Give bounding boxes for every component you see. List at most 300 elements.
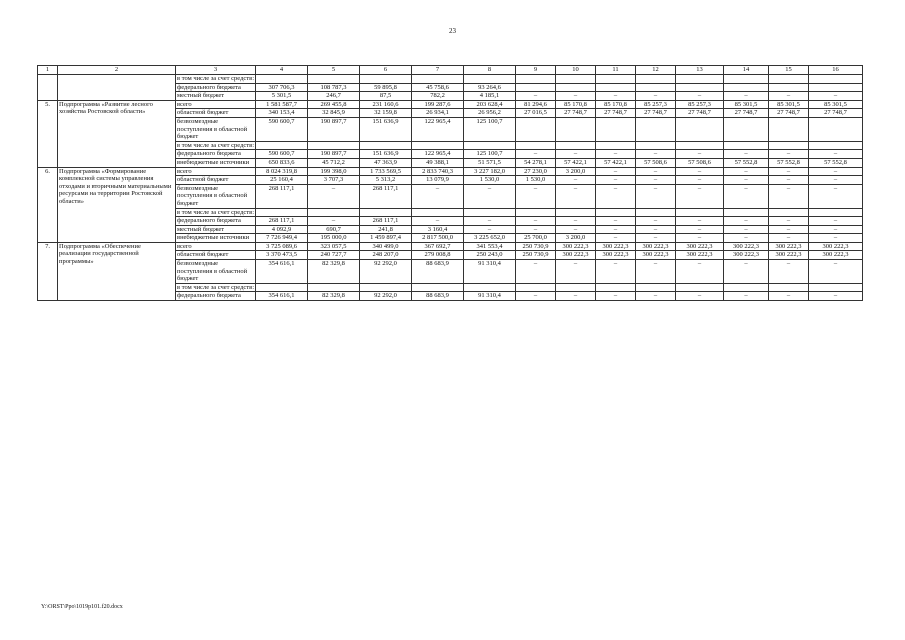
table-row xyxy=(38,167,863,176)
value-cell xyxy=(596,83,636,92)
value-cell: 25 700,0 xyxy=(516,234,556,243)
funding-source-label: безвозмездные поступления в областной бюджет xyxy=(176,184,256,208)
value-cell xyxy=(556,283,596,292)
value-cell: 27 748,7 xyxy=(676,109,724,118)
value-cell: – xyxy=(724,176,769,185)
value-cell xyxy=(516,141,556,150)
value-cell: 82 329,8 xyxy=(308,292,360,301)
value-cell: 85 301,5 xyxy=(809,100,863,109)
value-cell xyxy=(556,117,596,141)
value-cell xyxy=(360,208,412,217)
value-cell: – xyxy=(464,217,516,226)
value-cell: – xyxy=(769,92,809,101)
subprogram-title xyxy=(58,75,176,101)
value-cell: 27 748,7 xyxy=(636,109,676,118)
value-cell: – xyxy=(556,260,596,284)
value-cell: – xyxy=(516,184,556,208)
value-cell: 5 301,5 xyxy=(256,92,308,101)
value-cell: 248 207,0 xyxy=(360,251,412,260)
value-cell xyxy=(464,75,516,84)
value-cell: 300 222,3 xyxy=(809,242,863,251)
value-cell: 82 329,8 xyxy=(308,260,360,284)
value-cell xyxy=(516,75,556,84)
value-cell xyxy=(464,141,516,150)
footer-file-path: Y:\ORST\Ppo\1019p101.f20.docx xyxy=(41,604,123,610)
header-cell: 13 xyxy=(676,66,724,75)
value-cell: 88 683,9 xyxy=(412,260,464,284)
header-cell: 11 xyxy=(596,66,636,75)
header-cell: 8 xyxy=(464,66,516,75)
value-cell: 125 100,7 xyxy=(464,117,516,141)
value-cell xyxy=(360,75,412,84)
value-cell xyxy=(412,141,464,150)
value-cell: – xyxy=(636,292,676,301)
value-cell: – xyxy=(809,184,863,208)
value-cell: 250 730,9 xyxy=(516,242,556,251)
value-cell: – xyxy=(809,167,863,176)
funding-source-label: федерального бюджета xyxy=(176,150,256,159)
value-cell: – xyxy=(724,225,769,234)
value-cell: 1 733 569,5 xyxy=(360,167,412,176)
funding-source-label: областной бюджет xyxy=(176,251,256,260)
funding-source-label: всего xyxy=(176,242,256,251)
value-cell: – xyxy=(724,260,769,284)
value-cell: 367 692,7 xyxy=(412,242,464,251)
value-cell: 2 833 740,3 xyxy=(412,167,464,176)
value-cell: 3 725 089,6 xyxy=(256,242,308,251)
value-cell: – xyxy=(769,167,809,176)
value-cell xyxy=(724,75,769,84)
value-cell: 87,5 xyxy=(360,92,412,101)
value-cell: – xyxy=(809,292,863,301)
value-cell: 3 200,0 xyxy=(556,234,596,243)
value-cell: – xyxy=(809,92,863,101)
value-cell: 269 455,8 xyxy=(308,100,360,109)
value-cell xyxy=(724,83,769,92)
value-cell xyxy=(676,208,724,217)
value-cell: 27 748,7 xyxy=(769,109,809,118)
value-cell: – xyxy=(636,184,676,208)
value-cell xyxy=(636,208,676,217)
header-cell: 16 xyxy=(809,66,863,75)
value-cell: – xyxy=(809,234,863,243)
value-cell: – xyxy=(769,292,809,301)
value-cell xyxy=(676,117,724,141)
value-cell: – xyxy=(556,225,596,234)
funding-source-label: внебюджетные источники xyxy=(176,158,256,167)
value-cell: 32 845,9 xyxy=(308,109,360,118)
funding-source-label: безвозмездные поступления в областной бюджет xyxy=(176,117,256,141)
value-cell: 250 730,9 xyxy=(516,251,556,260)
value-cell: – xyxy=(676,176,724,185)
value-cell: – xyxy=(809,217,863,226)
value-cell: 590 600,7 xyxy=(256,150,308,159)
value-cell: 195 000,0 xyxy=(308,234,360,243)
value-cell: – xyxy=(769,176,809,185)
value-cell: – xyxy=(412,184,464,208)
header-cell: 9 xyxy=(516,66,556,75)
header-cell: 3 xyxy=(176,66,256,75)
value-cell: 246,7 xyxy=(308,92,360,101)
value-cell xyxy=(412,208,464,217)
header-cell: 14 xyxy=(724,66,769,75)
value-cell: 122 965,4 xyxy=(412,150,464,159)
value-cell xyxy=(809,283,863,292)
subprogram-title: Подпрограмма «Формирование комплексной системы управления отходами и вторичными материальными ресурсами на территории Ростовской области» xyxy=(58,167,176,242)
value-cell: 57 552,8 xyxy=(769,158,809,167)
subprogram-title: Подпрограмма «Обеспечение реализации государственной программы» xyxy=(58,242,176,300)
value-cell: – xyxy=(516,292,556,301)
value-cell xyxy=(596,117,636,141)
value-cell xyxy=(636,141,676,150)
value-cell xyxy=(516,83,556,92)
value-cell: – xyxy=(636,167,676,176)
value-cell: 279 008,8 xyxy=(412,251,464,260)
value-cell: – xyxy=(676,92,724,101)
value-cell: 26 934,1 xyxy=(412,109,464,118)
table-body xyxy=(38,66,863,301)
value-cell: 91 310,4 xyxy=(464,292,516,301)
value-cell: – xyxy=(596,176,636,185)
value-cell xyxy=(256,208,308,217)
value-cell: 300 222,3 xyxy=(676,242,724,251)
value-cell: 151 636,9 xyxy=(360,150,412,159)
header-cell: 4 xyxy=(256,66,308,75)
value-cell xyxy=(308,208,360,217)
value-cell: 3 160,4 xyxy=(412,225,464,234)
value-cell: 85 170,8 xyxy=(556,100,596,109)
value-cell: – xyxy=(412,217,464,226)
value-cell xyxy=(556,141,596,150)
value-cell xyxy=(636,83,676,92)
value-cell: 300 222,3 xyxy=(769,251,809,260)
value-cell: – xyxy=(556,150,596,159)
value-cell: 231 160,6 xyxy=(360,100,412,109)
funding-source-label: федерального бюджета xyxy=(176,217,256,226)
value-cell xyxy=(516,117,556,141)
value-cell: 2 817 500,0 xyxy=(412,234,464,243)
value-cell xyxy=(724,141,769,150)
value-cell: 340 499,0 xyxy=(360,242,412,251)
value-cell: 92 292,0 xyxy=(360,260,412,284)
value-cell: 690,7 xyxy=(308,225,360,234)
value-cell: 268 117,1 xyxy=(360,217,412,226)
value-cell: 300 222,3 xyxy=(636,242,676,251)
value-cell: 300 222,3 xyxy=(636,251,676,260)
value-cell: – xyxy=(596,150,636,159)
value-cell xyxy=(464,208,516,217)
value-cell: – xyxy=(676,260,724,284)
value-cell: – xyxy=(596,167,636,176)
value-cell: 300 222,3 xyxy=(556,251,596,260)
value-cell xyxy=(724,208,769,217)
value-cell: 300 222,3 xyxy=(676,251,724,260)
value-cell: 3 370 473,5 xyxy=(256,251,308,260)
value-cell: – xyxy=(464,225,516,234)
value-cell: 92 292,0 xyxy=(360,292,412,301)
value-cell: 300 222,3 xyxy=(724,251,769,260)
value-cell: – xyxy=(596,260,636,284)
value-cell: 300 222,3 xyxy=(556,242,596,251)
value-cell: 54 278,1 xyxy=(516,158,556,167)
value-cell xyxy=(724,283,769,292)
value-cell: 57 508,6 xyxy=(636,158,676,167)
value-cell: – xyxy=(676,184,724,208)
value-cell: 59 895,8 xyxy=(360,83,412,92)
value-cell xyxy=(412,75,464,84)
section-number: 5. xyxy=(38,100,58,167)
value-cell: – xyxy=(809,176,863,185)
funding-source-label: в том числе за счет средств: xyxy=(177,75,254,82)
value-cell: – xyxy=(676,150,724,159)
value-cell: – xyxy=(516,225,556,234)
value-cell: – xyxy=(308,184,360,208)
value-cell xyxy=(256,75,308,84)
value-cell: – xyxy=(769,260,809,284)
value-cell: 240 727,7 xyxy=(308,251,360,260)
value-cell: 32 159,8 xyxy=(360,109,412,118)
value-cell: 241,8 xyxy=(360,225,412,234)
value-cell: – xyxy=(516,92,556,101)
value-cell: – xyxy=(596,92,636,101)
value-cell xyxy=(308,283,360,292)
value-cell: 57 552,8 xyxy=(724,158,769,167)
value-cell: – xyxy=(636,92,676,101)
value-cell: 250 243,0 xyxy=(464,251,516,260)
value-cell: 51 571,5 xyxy=(464,158,516,167)
value-cell: – xyxy=(596,217,636,226)
funding-source-label: в том числе за счет средств: xyxy=(177,208,254,216)
value-cell: 85 301,5 xyxy=(769,100,809,109)
value-cell: 190 897,7 xyxy=(308,150,360,159)
value-cell xyxy=(769,141,809,150)
funding-source-label: местный бюджет xyxy=(176,225,256,234)
value-cell: 1 530,0 xyxy=(464,176,516,185)
subprogram-title: Подпрограмма «Развитие лесного хозяйства Ростовской области» xyxy=(58,100,176,167)
value-cell xyxy=(769,283,809,292)
value-cell: – xyxy=(809,225,863,234)
value-cell: – xyxy=(516,260,556,284)
value-cell: – xyxy=(516,217,556,226)
value-cell: 354 616,1 xyxy=(256,260,308,284)
value-cell: 49 388,1 xyxy=(412,158,464,167)
table-row xyxy=(38,75,863,84)
value-cell: – xyxy=(676,217,724,226)
value-cell: – xyxy=(769,217,809,226)
value-cell: 108 787,3 xyxy=(308,83,360,92)
value-cell: – xyxy=(556,184,596,208)
value-cell xyxy=(809,117,863,141)
value-cell: – xyxy=(724,234,769,243)
value-cell: 5 313,2 xyxy=(360,176,412,185)
value-cell xyxy=(809,75,863,84)
value-cell: 85 257,3 xyxy=(676,100,724,109)
value-cell: 85 257,3 xyxy=(636,100,676,109)
value-cell xyxy=(636,75,676,84)
value-cell: – xyxy=(636,260,676,284)
header-cell: 6 xyxy=(360,66,412,75)
value-cell: – xyxy=(724,92,769,101)
value-cell xyxy=(769,117,809,141)
value-cell xyxy=(360,283,412,292)
funding-source-label: всего xyxy=(176,167,256,176)
value-cell: 300 222,3 xyxy=(809,251,863,260)
section-number xyxy=(38,75,58,101)
value-cell: – xyxy=(769,150,809,159)
value-cell: 27 748,7 xyxy=(596,109,636,118)
value-cell: – xyxy=(769,225,809,234)
value-cell xyxy=(556,83,596,92)
value-cell: 590 600,7 xyxy=(256,117,308,141)
value-cell: 57 422,1 xyxy=(556,158,596,167)
value-cell: 300 222,3 xyxy=(724,242,769,251)
page-number: 23 xyxy=(449,27,456,35)
table-row xyxy=(38,100,863,109)
value-cell: 91 310,4 xyxy=(464,260,516,284)
header-cell: 1 xyxy=(38,66,58,75)
value-cell xyxy=(464,283,516,292)
value-cell xyxy=(308,75,360,84)
value-cell: – xyxy=(596,225,636,234)
value-cell: 323 057,5 xyxy=(308,242,360,251)
funding-source-label: областной бюджет xyxy=(176,176,256,185)
value-cell xyxy=(676,75,724,84)
value-cell xyxy=(256,283,308,292)
value-cell: 354 616,1 xyxy=(256,292,308,301)
funding-source-label: безвозмездные поступления в областной бюджет xyxy=(176,260,256,284)
value-cell: 3 200,0 xyxy=(556,167,596,176)
value-cell: 57 508,6 xyxy=(676,158,724,167)
value-cell: – xyxy=(556,92,596,101)
value-cell xyxy=(636,117,676,141)
value-cell xyxy=(412,283,464,292)
value-cell: 650 833,6 xyxy=(256,158,308,167)
header-cell: 12 xyxy=(636,66,676,75)
value-cell: – xyxy=(636,217,676,226)
value-cell: 340 153,4 xyxy=(256,109,308,118)
value-cell: 85 170,8 xyxy=(596,100,636,109)
value-cell: 341 553,4 xyxy=(464,242,516,251)
value-cell: – xyxy=(769,234,809,243)
value-cell: – xyxy=(676,167,724,176)
value-cell: 26 956,2 xyxy=(464,109,516,118)
value-cell: 782,2 xyxy=(412,92,464,101)
value-cell: – xyxy=(676,292,724,301)
funding-source-label: местный бюджет xyxy=(176,92,256,101)
value-cell: 268 117,1 xyxy=(360,184,412,208)
header-row xyxy=(38,66,863,75)
value-cell: – xyxy=(596,184,636,208)
value-cell: 4 092,9 xyxy=(256,225,308,234)
value-cell: 25 160,4 xyxy=(256,176,308,185)
value-cell: 1 459 897,4 xyxy=(360,234,412,243)
value-cell xyxy=(769,83,809,92)
funding-source-label: в том числе за счет средств: xyxy=(177,141,254,149)
value-cell: – xyxy=(556,292,596,301)
funding-source-label: в том числе за счет средств: xyxy=(177,283,254,291)
value-cell xyxy=(809,208,863,217)
header-cell: 15 xyxy=(769,66,809,75)
value-cell: – xyxy=(464,184,516,208)
value-cell: – xyxy=(556,217,596,226)
header-cell: 7 xyxy=(412,66,464,75)
value-cell xyxy=(516,283,556,292)
value-cell: 203 628,4 xyxy=(464,100,516,109)
value-cell: 47 363,9 xyxy=(360,158,412,167)
value-cell xyxy=(308,141,360,150)
value-cell: 268 117,1 xyxy=(256,217,308,226)
value-cell: 3 225 652,0 xyxy=(464,234,516,243)
value-cell: 125 100,7 xyxy=(464,150,516,159)
value-cell: 57 552,8 xyxy=(809,158,863,167)
value-cell: 300 222,3 xyxy=(769,242,809,251)
value-cell: – xyxy=(596,292,636,301)
value-cell xyxy=(596,208,636,217)
value-cell: 307 706,3 xyxy=(256,83,308,92)
value-cell: – xyxy=(724,184,769,208)
value-cell xyxy=(769,208,809,217)
value-cell: 3 707,3 xyxy=(308,176,360,185)
value-cell xyxy=(516,208,556,217)
value-cell: 93 264,6 xyxy=(464,83,516,92)
value-cell: 27 748,7 xyxy=(724,109,769,118)
value-cell xyxy=(676,141,724,150)
value-cell: 81 294,6 xyxy=(516,100,556,109)
value-cell: 300 222,3 xyxy=(596,251,636,260)
funding-source-label: федерального бюджета xyxy=(176,83,256,92)
value-cell: 27 748,7 xyxy=(809,109,863,118)
value-cell: 151 636,9 xyxy=(360,117,412,141)
value-cell: – xyxy=(724,167,769,176)
value-cell: – xyxy=(556,176,596,185)
value-cell: 8 024 319,8 xyxy=(256,167,308,176)
value-cell xyxy=(769,75,809,84)
value-cell: 1 530,0 xyxy=(516,176,556,185)
value-cell xyxy=(724,117,769,141)
value-cell: 1 581 587,7 xyxy=(256,100,308,109)
value-cell: – xyxy=(516,150,556,159)
section-number: 6. xyxy=(38,167,58,242)
value-cell: – xyxy=(676,225,724,234)
value-cell: – xyxy=(676,234,724,243)
value-cell xyxy=(360,141,412,150)
value-cell: 268 117,1 xyxy=(256,184,308,208)
header-cell: 5 xyxy=(308,66,360,75)
value-cell: 45 712,2 xyxy=(308,158,360,167)
table-row xyxy=(38,242,863,251)
value-cell: 27 016,5 xyxy=(516,109,556,118)
value-cell: – xyxy=(308,217,360,226)
value-cell xyxy=(556,75,596,84)
value-cell: 27 230,0 xyxy=(516,167,556,176)
value-cell: 85 301,5 xyxy=(724,100,769,109)
value-cell: – xyxy=(724,217,769,226)
value-cell xyxy=(556,208,596,217)
funding-source-label: внебюджетные источники xyxy=(176,234,256,243)
value-cell: 3 227 182,0 xyxy=(464,167,516,176)
value-cell: – xyxy=(636,176,676,185)
value-cell: 45 758,6 xyxy=(412,83,464,92)
value-cell xyxy=(809,83,863,92)
value-cell: 300 222,3 xyxy=(596,242,636,251)
value-cell xyxy=(809,141,863,150)
value-cell: 57 422,1 xyxy=(596,158,636,167)
value-cell xyxy=(596,283,636,292)
value-cell: 4 185,1 xyxy=(464,92,516,101)
funding-source-label: федерального бюджета xyxy=(176,292,256,301)
value-cell xyxy=(636,283,676,292)
value-cell: – xyxy=(636,234,676,243)
